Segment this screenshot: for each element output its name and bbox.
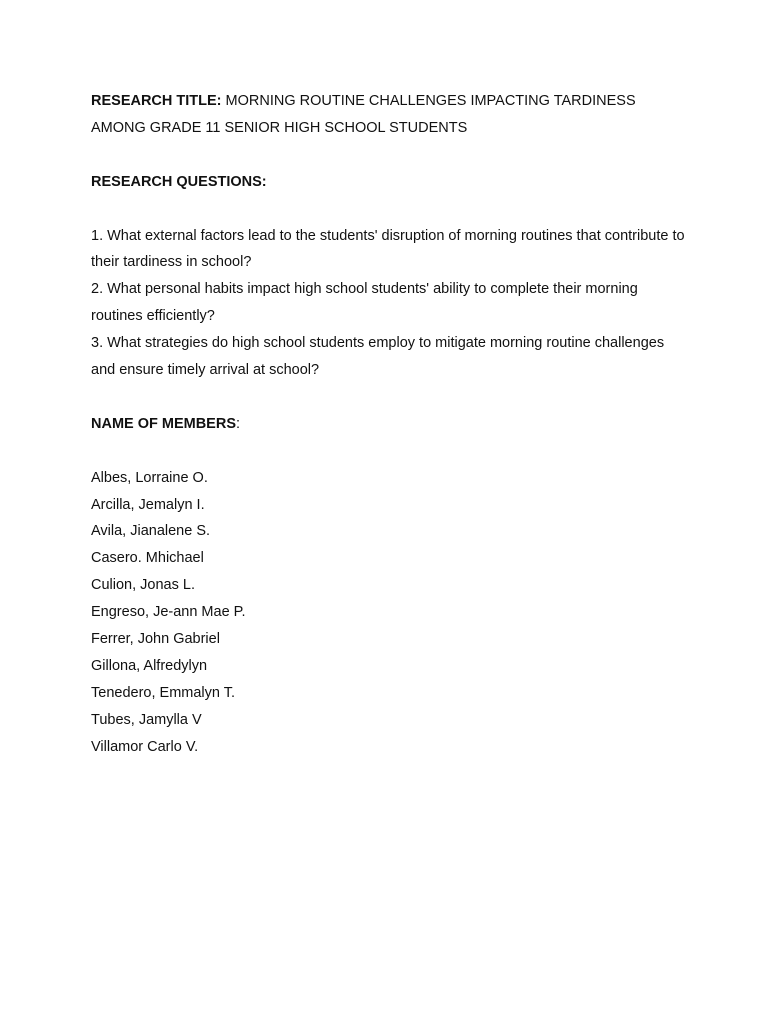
member-name: Tenedero, Emmalyn T. [91,684,235,701]
member-name: Arcilla, Jemalyn I. [91,496,205,513]
member-name: Villamor Carlo V. [91,738,199,755]
members-list [91,465,691,761]
member-name: Avila, Jianalene S. [91,523,211,540]
members-heading-label: NAME OF MEMBERS [91,415,236,432]
research-questions-list [91,223,691,384]
research-question-3: 3. What strategies do high school students employ to mitigate morning routine challenges and ensure timely arrival at school? [91,335,665,379]
research-questions-heading: RESEARCH QUESTIONS: [91,173,267,190]
research-question-2: 2. What personal habits impact high school students' ability to complete their morning routines efficiently? [91,281,638,325]
research-title-text: MORNING ROUTINE CHALLENGES IMPACTING TARDINESS AMONG GRADE 11 SENIOR HIGH SCHOOL STUDENTS [91,93,636,136]
member-name: Casero. Mhichael [91,550,204,567]
spacer [91,142,691,169]
member-name: Engreso, Je-ann Mae P. [91,604,246,621]
members-heading-colon: : [236,415,241,432]
research-title-label: RESEARCH TITLE: [91,93,222,109]
member-name: Albes, Lorraine O. [91,469,208,486]
research-title [91,88,691,142]
member-name: Gillona, Alfredylyn [91,657,208,674]
document-body [91,88,691,761]
spacer [91,438,691,465]
member-name: Tubes, Jamylla V [91,711,202,728]
members-heading [91,411,691,438]
research-question-1: 1. What external factors lead to the students' disruption of morning routines that contribute to their tardiness in school? [91,227,685,271]
member-name: Ferrer, John Gabriel [91,631,220,648]
member-name: Culion, Jonas L. [91,577,195,594]
spacer [91,196,691,223]
spacer [91,384,691,411]
